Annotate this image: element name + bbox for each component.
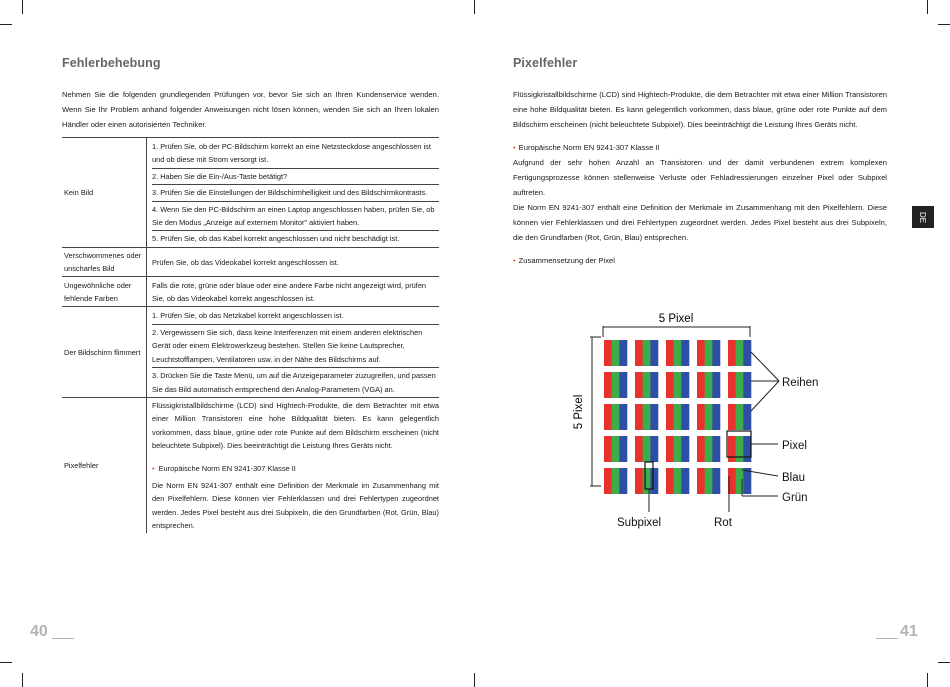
subpixel — [674, 468, 682, 494]
callout-line — [751, 381, 779, 411]
subpixel — [612, 404, 620, 430]
subpixel — [612, 436, 620, 462]
body-text: Aufgrund der sehr hohen Anzahl an Transistoren und der damit verbundenen extrem komplexen Fertigungsprozesse können stellenweise Verluste oder Fehladressierungen einzelner Pixel oder Subpixel auftreten. — [513, 158, 887, 197]
subpixel — [643, 404, 651, 430]
subpixel — [604, 340, 612, 366]
bullet-dot-icon: • — [513, 256, 516, 265]
subpixel — [736, 404, 744, 430]
subpixel — [635, 372, 643, 398]
subpixel — [712, 468, 720, 494]
issue-label: Ungewöhnliche oder fehlende Farben — [62, 276, 147, 307]
language-tab-label: DE — [918, 211, 928, 223]
subpixel — [705, 436, 713, 462]
subpixel — [650, 372, 658, 398]
subpixel — [743, 340, 751, 366]
pixelfehler-text: Flüssigkristallbildschirme (LCD) sind Hightech-Produkte, die dem Betrachter mit etwa einer Million Transistoren eine hohe Bildqualität bieten. Es kann gelegentlich vorkommen, dass blaue, grüne oder rote Punkte auf dem Bildschirm erscheinen (nicht beleuchtete Subpixel). Dies beeinträchtigt die Leistung Ihres Geräts nicht. — [152, 400, 439, 451]
label-pixel: Pixel — [782, 440, 807, 452]
solution-step: 4. Wenn Sie den PC-Bildschirm an einen Laptop angeschlossen haben, prüfen Sie, ob Sie den Modus „Anzeige auf externem Monitor" aktiviert haben. — [152, 202, 439, 232]
subpixel — [681, 372, 689, 398]
subpixel — [736, 372, 744, 398]
subpixel — [612, 468, 620, 494]
subpixel — [712, 436, 720, 462]
subpixel — [712, 372, 720, 398]
subpixel — [666, 404, 674, 430]
solution-step: 1. Prüfen Sie, ob der PC-Bildschirm korrekt an eine Netzsteckdose angeschlossen ist und ob diese mit Strom versorgt ist. — [152, 139, 439, 169]
subpixel — [612, 372, 620, 398]
subpixel — [643, 372, 651, 398]
subpixel — [697, 468, 705, 494]
solution-step: 2. Haben Sie die Ein-/Aus-Taste betätigt? — [152, 169, 439, 185]
subpixel — [650, 468, 658, 494]
issue-label: Der Bildschirm flimmert — [62, 307, 147, 397]
subpixel — [635, 340, 643, 366]
subpixel — [674, 340, 682, 366]
subpixel — [666, 372, 674, 398]
subpixel — [619, 436, 627, 462]
top-dimension-label: 5 Pixel — [658, 313, 694, 325]
subpixel — [635, 468, 643, 494]
subpixel — [619, 372, 627, 398]
subpixel — [619, 340, 627, 366]
page-number-right: 41 — [900, 623, 918, 640]
subpixel — [728, 404, 736, 430]
subpixel — [681, 340, 689, 366]
subpixel — [674, 436, 682, 462]
subpixel — [681, 404, 689, 430]
issue-label: Verschwommenes oder unscharfes Bild — [62, 247, 147, 276]
subpixel — [728, 372, 736, 398]
subpixel — [697, 372, 705, 398]
subpixel — [674, 404, 682, 430]
subpixel — [736, 436, 744, 462]
subpixel — [705, 404, 713, 430]
subpixel — [712, 404, 720, 430]
issue-label: Kein Bild — [62, 138, 147, 248]
subpixel — [612, 340, 620, 366]
page-title: Fehlerbehebung — [62, 56, 161, 70]
label-blau: Blau — [782, 472, 806, 484]
subpixel — [674, 372, 682, 398]
page-title: Pixelfehler — [513, 56, 578, 70]
bullet-dot-icon: • — [513, 143, 516, 152]
subpixel — [705, 340, 713, 366]
subpixel — [604, 372, 612, 398]
solution-step: 3. Drücken Sie die Taste Menü, um auf die Anzeigeparameter zuzugreifen, und passen Sie das Bild automatisch entsprechend den Analog-Parametern (VGA) an. — [152, 371, 436, 394]
subpixel — [697, 404, 705, 430]
subpixel — [604, 436, 612, 462]
subpixel — [604, 468, 612, 494]
norm-bullet-label: Europäische Norm EN 9241-307 Klasse II — [158, 463, 296, 473]
subpixel — [635, 436, 643, 462]
norm-text: Die Norm EN 9241-307 enthält eine Definition der Merkmale im Zusammenhang mit den Pixelfehlern. Diese können vier Fehlerklassen und drei Fehlertypen zugeordnet werden. Jedes Pixel besteht aus drei Subpixeln, die den Grundfarben (Rot, Grün, Blau) entsprechen. — [152, 480, 439, 531]
intro-text: Nehmen Sie die folgenden grundlegenden Prüfungen vor, bevor Sie sich an Ihren Kundenservice wenden. Wenn Sie Ihr Problem anhand folgender Anweisungen nicht lösen können, wenden Sie sich an Ihren lokalen Händler oder einen autorisierten Techniker. — [62, 90, 439, 129]
subpixel — [604, 404, 612, 430]
solution-step: Prüfen Sie, ob das Videokabel korrekt angeschlossen ist. — [152, 257, 339, 267]
subpixel — [666, 340, 674, 366]
solution-step: Falls die rote, grüne oder blaue oder eine andere Farbe nicht angezeigt wird, prüfen Sie, ob das Videokabel korrekt angeschlossen ist. — [152, 280, 427, 304]
subpixel — [736, 340, 744, 366]
subpixel — [681, 468, 689, 494]
subpixel — [681, 436, 689, 462]
label-subpixel: Subpixel — [617, 517, 662, 529]
subpixel — [643, 340, 651, 366]
subpixel — [705, 372, 713, 398]
composition-bullet-label: Zusammensetzung der Pixel — [518, 256, 615, 265]
solution-step: 5. Prüfen Sie, ob das Kabel korrekt angeschlossen und nicht beschädigt ist. — [152, 234, 400, 244]
label-gruen: Grün — [782, 492, 808, 504]
body-text: Die Norm EN 9241-307 enthält eine Definition der Merkmale im Zusammenhang mit den Pixelfehlern. Diese können vier Fehlerklassen und drei Fehlertypen zugeordnet werden. Jedes Pixel besteht aus drei Subpixeln, die den Grundfarben (Rot, Grün, Blau) entsprechen. — [513, 203, 887, 242]
label-rot: Rot — [714, 517, 732, 529]
solution-step: 2. Vergewissern Sie sich, dass keine Interferenzen mit einem anderen elektrischen Gerät oder einem Elektrowerkzeug bestehen. Stellen Sie keine Lautsprecher, Leuchtstofflampen, Ventilatoren usw. in der Nähe des Bildschirms auf. — [152, 325, 439, 368]
subpixel — [697, 436, 705, 462]
label-reihen: Reihen — [782, 377, 819, 389]
intro-text: Flüssigkristallbildschirme (LCD) sind Hightech-Produkte, die dem Betrachter mit etwa einer Million Transistoren eine hohe Bildqualität bieten. Es kann gelegentlich vorkommen, dass blaue, grüne oder rote Punkte auf dem Bildschirm erscheinen (nicht beleuchtete Subpixel). Dies beeinträchtigt die Leistung Ihres Geräts nicht. — [513, 90, 887, 129]
subpixel — [619, 404, 627, 430]
subpixel — [650, 404, 658, 430]
page-number-left: 40 — [30, 623, 48, 640]
solution-step: 3. Prüfen Sie die Einstellungen der Bildschirmhelligkeit und des Bildschirmkontrasts. — [152, 185, 439, 201]
subpixel — [743, 468, 751, 494]
subpixel — [666, 468, 674, 494]
side-dimension-label: 5 Pixel — [573, 394, 585, 430]
subpixel — [650, 340, 658, 366]
subpixel — [743, 404, 751, 430]
subpixel — [650, 436, 658, 462]
subpixel — [743, 372, 751, 398]
subpixel — [743, 436, 751, 462]
issue-label: Pixelfehler — [62, 397, 147, 532]
subpixel — [705, 468, 713, 494]
solution-step: 1. Prüfen Sie, ob das Netzkabel korrekt angeschlossen ist. — [152, 308, 439, 324]
bullet-dot-icon: • — [152, 463, 155, 473]
subpixel — [712, 340, 720, 366]
subpixel — [728, 340, 736, 366]
subpixel — [728, 436, 736, 462]
subpixel — [619, 468, 627, 494]
subpixel — [666, 436, 674, 462]
norm-bullet-label: Europäische Norm EN 9241-307 Klasse II — [518, 143, 660, 152]
subpixel — [697, 340, 705, 366]
pixel-grid — [604, 340, 751, 494]
subpixel — [635, 404, 643, 430]
subpixel — [643, 436, 651, 462]
callout-line — [751, 352, 779, 381]
